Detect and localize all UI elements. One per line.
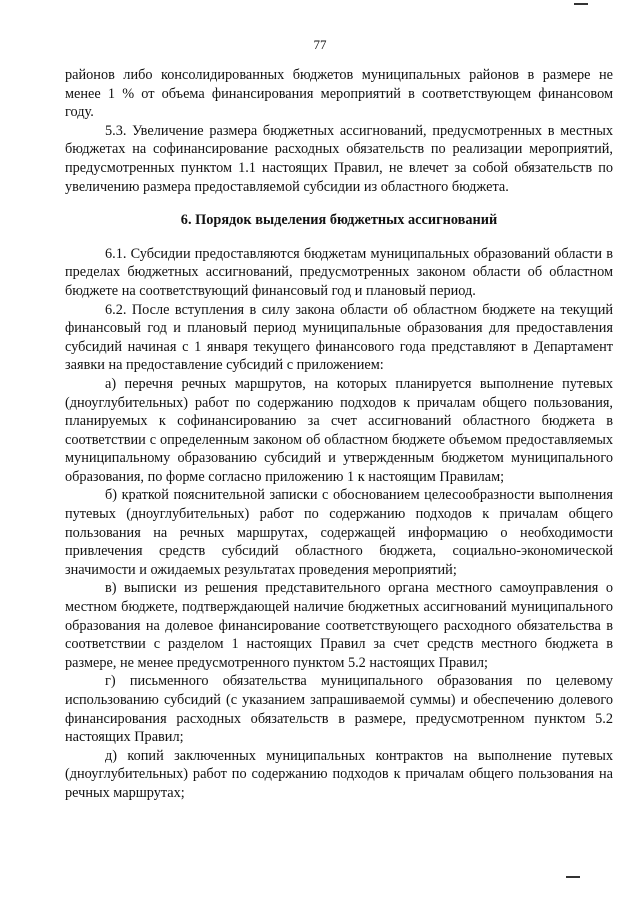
list-item-v: в) выписки из решения представительного органа местного самоуправления о местном бюджете, подтверждающей наличие бюджетных ассигнований муниципального образования на долевое финансирование соответствующего расходного обязательства в соответствии с разделом 1 настоящих Правил за счет средств местного бюджета в размере, не менее предусмотренного пунктом 5.2 настоящих Правил; bbox=[65, 580, 613, 671]
paragraph-5-3: 5.3. Увеличение размера бюджетных ассигнований, предусмотренных в местных бюджетах на софинансирование расходных обязательств по реализации мероприятий, предусмотренных пунктом 1.1 настоящих Правил, не влечет за собой обязательств по увеличению размера предоставляемой субсидии из областного бюджета. bbox=[65, 122, 613, 195]
paragraph-6-1: 6.1. Субсидии предоставляются бюджетам муниципальных образований области в пределах бюджетных ассигнований, предусмотренных законом области об областном бюджете на соответствующий финансовый год и плановый период. bbox=[65, 245, 613, 299]
document-body bbox=[65, 66, 613, 803]
paragraph-continuation: районов либо консолидированных бюджетов муниципальных районов в размере не менее 1 % от объема финансирования мероприятий в соответствующем финансовом году. bbox=[65, 67, 613, 121]
scan-mark-bottom bbox=[566, 876, 580, 878]
scan-mark-top bbox=[574, 3, 588, 5]
list-item-g: г) письменного обязательства муниципального образования по целевому использованию субсидий (с указанием запрашиваемой суммы) и обеспечению долевого финансирования расходных обязательств в размере, предусмотренном пунктом 5.2 настоящих Правил; bbox=[65, 673, 613, 746]
list-item-d: д) копий заключенных муниципальных контрактов на выполнение путевых (дноуглубительных) работ по содержанию подходов к причалам общего пользования на речных маршрутах; bbox=[65, 747, 613, 801]
list-item-a: а) перечня речных маршрутов, на которых планируется выполнение путевых (дноуглубительных) работ по содержанию подходов к причалам общего пользования, планируемых к софинансированию за счет ассигнований областного бюджета в соответствии с определенным законом об областном бюджете объемом предоставляемых муниципальному образованию субсидий и утвержденным бюджетом муниципального образования, по форме согласно приложению 1 к настоящим Правилам; bbox=[65, 375, 613, 485]
section-heading: 6. Порядок выделения бюджетных ассигнований bbox=[180, 212, 498, 229]
paragraph-6-2: 6.2. После вступления в силу закона области об областном бюджете на текущий финансовый год и плановый период муниципальные образования для предоставления субсидий начиная с 1 января текущего финансового года представляют в Департамент заявки на предоставление субсидий с приложением: bbox=[65, 301, 613, 374]
page-number: 77 bbox=[313, 37, 327, 52]
list-item-b: б) краткой пояснительной записки с обоснованием целесообразности выполнения путевых (дноуглубительных) работ по содержанию подходов к причалам общего пользования на речных маршрутах, содержащей информацию о необходимости привлечения средств субсидий областного бюджета, социально-экономической значимости и ожидаемых результатах проведения мероприятий; bbox=[65, 487, 613, 578]
